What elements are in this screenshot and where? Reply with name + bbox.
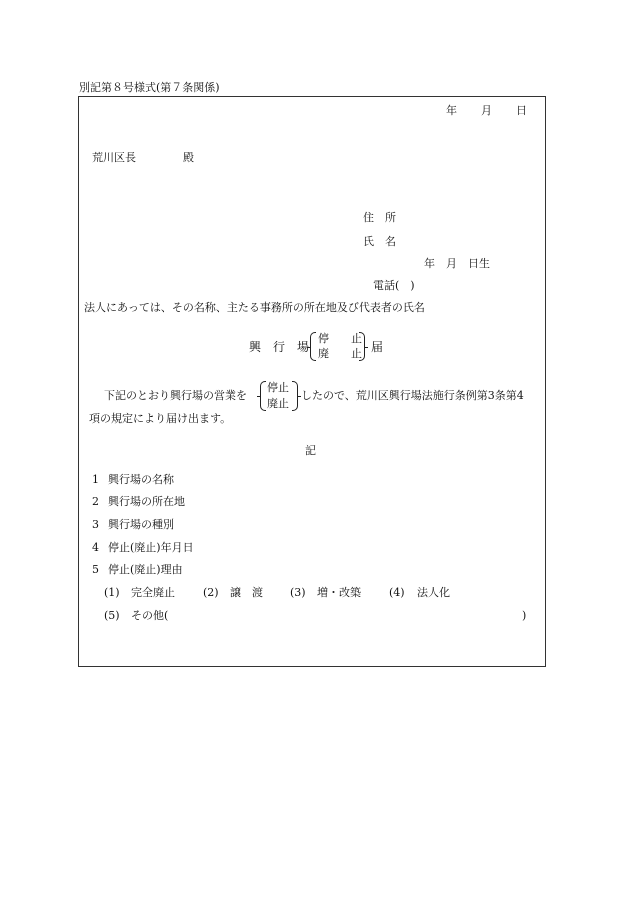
item-3-number: 3 (92, 518, 99, 531)
reason-4-number: (4) (389, 586, 405, 599)
body-text-line2: 項の規定により届け出ます。 (89, 412, 232, 425)
date-day: 日 (516, 104, 527, 117)
form-frame (78, 96, 546, 667)
applicant-address-label: 住 所 (363, 211, 396, 224)
item-4-number: 4 (92, 541, 99, 554)
body-option-stop: 停止 (267, 381, 289, 394)
title-option-stop: 停 止 (318, 332, 362, 345)
body-text-start: 下記のとおり興行場の営業を (104, 389, 247, 402)
reason-2-number: (2) (203, 586, 219, 599)
ki-heading: 記 (305, 444, 316, 457)
date-month: 月 (481, 104, 492, 117)
reason-5-number: (5) (104, 609, 120, 622)
item-3-label: 興行場の種別 (108, 518, 174, 531)
item-1-number: 1 (92, 473, 99, 486)
body-option-abolish: 廃止 (267, 397, 289, 410)
item-2-label: 興行場の所在地 (108, 495, 185, 508)
reason-1-number: (1) (104, 586, 120, 599)
reason-3-number: (3) (290, 586, 306, 599)
item-2-number: 2 (92, 495, 99, 508)
form-label: 別記第８号様式(第７条関係) (79, 81, 220, 94)
reason-2-label: 譲 渡 (230, 586, 263, 599)
body-brace-left (260, 381, 266, 411)
reason-1-label: 完全廃止 (131, 586, 175, 599)
body-brace-right (292, 381, 298, 411)
item-5-label: 停止(廃止)理由 (108, 563, 183, 576)
reason-5-close-paren: ) (522, 609, 527, 622)
applicant-name-label: 氏 名 (363, 235, 396, 248)
applicant-phone-label: 電話( ) (373, 279, 415, 292)
title-brace-right (359, 332, 365, 361)
item-4-label: 停止(廃止)年月日 (108, 541, 194, 554)
addressee-name: 荒川区長 (92, 151, 136, 164)
item-1-label: 興行場の名称 (108, 473, 174, 486)
title-prefix: 興 行 場 (249, 340, 310, 354)
body-text-end: したので、荒川区興行場法施行条例第3条第4 (301, 389, 524, 402)
reason-5-label: その他( (131, 609, 169, 622)
date-year: 年 (446, 104, 457, 117)
reason-4-label: 法人化 (417, 586, 450, 599)
corporate-note: 法人にあっては、その名称、主たる事務所の所在地及び代表者の氏名 (84, 301, 425, 314)
title-suffix: 届 (371, 340, 384, 354)
item-5-number: 5 (92, 563, 99, 576)
title-option-abolish: 廃 止 (318, 347, 362, 360)
title-brace-left (310, 332, 316, 361)
addressee-honorific: 殿 (183, 151, 194, 164)
applicant-birthdate-label: 年 月 日生 (424, 257, 490, 270)
reason-3-label: 増・改築 (317, 586, 361, 599)
